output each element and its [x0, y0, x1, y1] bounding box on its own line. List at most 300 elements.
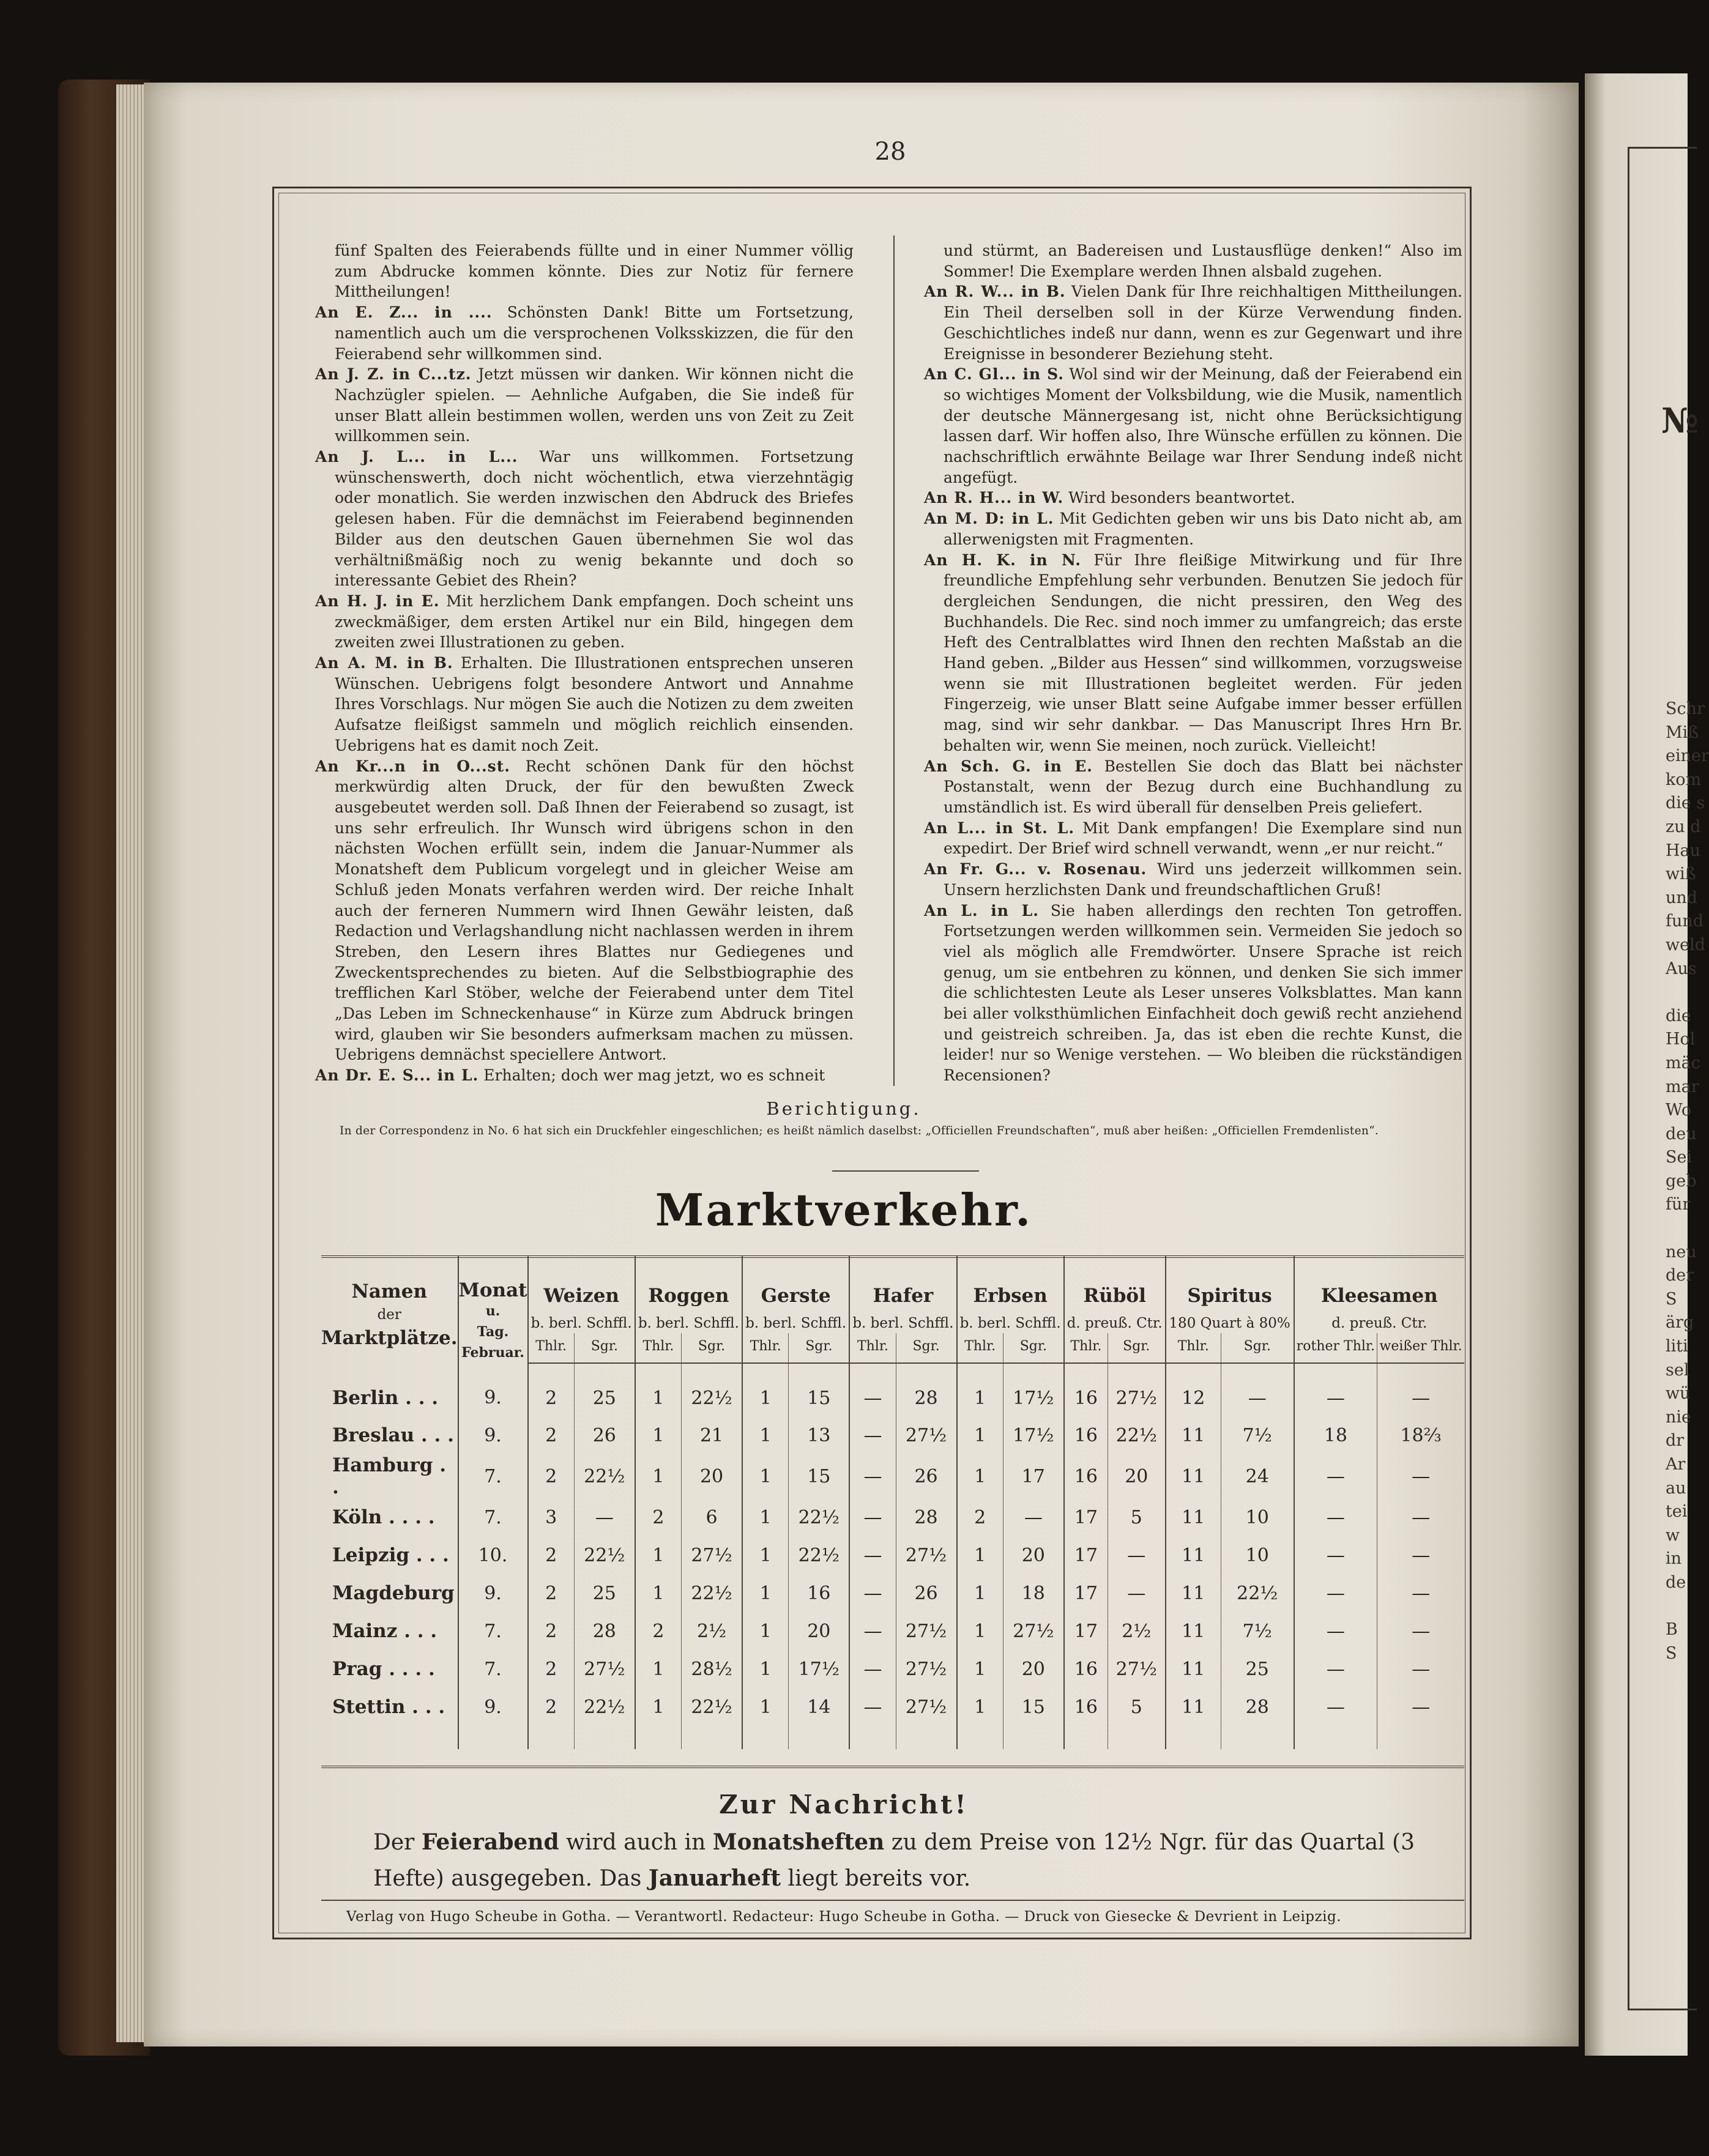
facing-page-line — [1666, 1595, 1690, 1619]
entry-text: Schönsten Dank! Bitte um Fortsetzung, namentlich auch um die versprochenen Volksskizzen, die für den Feierabend sehr willkommen sind. — [335, 303, 854, 363]
facing-page-line: die — [1666, 1006, 1691, 1025]
col-header-commodity: Weizen — [528, 1255, 635, 1312]
col-header-unit: d. preuß. Ctr. — [1294, 1312, 1464, 1333]
cell-price: 1 — [957, 1536, 1003, 1574]
col-header-place-line2: der — [377, 1307, 401, 1323]
cell-price: 17 — [1064, 1498, 1108, 1536]
cell-price: 22½ — [1221, 1574, 1294, 1612]
col-header-commodity: Roggen — [635, 1255, 742, 1312]
notice-emphasis-monatshefte: Monatsheften — [712, 1829, 885, 1855]
cell-price: 24 — [1221, 1454, 1294, 1498]
correspondence-entry — [924, 859, 1462, 900]
cell-price: 2 — [635, 1612, 682, 1650]
facing-page-line: der — [1666, 1266, 1694, 1285]
facing-page-line: liti — [1666, 1337, 1688, 1356]
cell-day: 9. — [458, 1363, 528, 1416]
cell-price: 22½ — [1108, 1416, 1166, 1454]
cell-price: 16 — [789, 1574, 849, 1612]
cell-price: 20 — [1003, 1536, 1063, 1574]
facing-page-line — [1666, 981, 1690, 1005]
entry-addressee: An Kr...n in O...st. — [315, 757, 511, 775]
facing-page-line: mäc — [1666, 1053, 1700, 1072]
facing-page-line: fund — [1666, 912, 1704, 931]
cell-price: 18⅔ — [1377, 1416, 1464, 1454]
correspondence-entry — [315, 447, 854, 591]
entry-addressee: An M. D: in L. — [924, 510, 1054, 528]
entry-text: Jetzt müssen wir danken. Wir können nicht die Nachzügler spielen. — Aehnliche Aufgaben, die Sie indeß für unser Blatt allein bestimmen wollen, werden uns von Zeit zu Zeit willkommen sein. — [335, 365, 854, 445]
entry-text: Recht schönen Dank für den höchst merkwürdig alten Druck, der für den bewußten Zweck ausgebeutet werden soll. Daß Ihnen der Feierabend so zusagt, ist uns sehr erfreulich. Ihr Wunsch wird übrigens schon in den nächsten Wochen erfüllt sein, indem die Januar-Nummer als Monatsheft dem Publicum vorgelegt und in gleicher Weise am Schluß jeden Monats verfahren werden wird. Der reiche Inhalt auch der ferneren Nummern wird Ihnen Gewähr leisten, daß Redaction und Verlagshandlung nicht nachlassen werden in ihrem Streben, den Lesern ihres Blattes nur Gediegenes und Zweckentsprechendes zu bieten. Auf die Selbstbiographie des trefflichen Karl Stöber, welche der Feierabend unter dem Titel „Das Leben im Schneckenhause“ in Kürze zum Abdruck bringen wird, glauben wir Sie besonders aufmerksam machen zu müssen. Uebrigens demnächst speciellere Antwort. — [335, 757, 854, 1064]
cell-day: 7. — [458, 1454, 528, 1498]
correspondence-entry — [315, 653, 854, 756]
entry-addressee: An E. Z... in .... — [315, 303, 493, 322]
entry-addressee: An L. in L. — [924, 901, 1039, 920]
entry-addressee: An Fr. G... v. Rosenau. — [924, 860, 1147, 879]
col-header-month-line1: Monat — [458, 1279, 527, 1301]
cell-price: 13 — [789, 1416, 849, 1454]
correspondence-entry — [315, 302, 854, 364]
correspondence-entry — [315, 240, 854, 302]
facing-page-line: sel — [1666, 1360, 1689, 1380]
entry-text: Erhalten. Die Illustrationen entsprechen unseren Wünschen. Uebrigens folgt besondere Antwort und Annahme Ihres Vorschlags. Nur mögen Sie auch die Notizen zu dem zweiten Aufsatze fleißigst sammeln und möglich reichlich einsenden. Uebrigens hat es damit noch Zeit. — [335, 654, 854, 754]
cell-price: 17½ — [1003, 1416, 1063, 1454]
facing-page-line: wiß — [1666, 864, 1696, 884]
cell-price: 26 — [896, 1574, 956, 1612]
cell-price: 22½ — [789, 1498, 849, 1536]
notice-emphasis-januarheft: Januarheft — [648, 1865, 781, 1891]
correspondence-column-left — [315, 240, 854, 1086]
facing-page-line: weld — [1666, 935, 1706, 954]
imprint-rule — [321, 1900, 1464, 1901]
facing-page-line: Schr — [1666, 699, 1705, 718]
cell-price: 2½ — [1108, 1612, 1166, 1650]
col-header-currency: Sgr. — [1003, 1333, 1063, 1363]
cell-price: 15 — [1003, 1688, 1063, 1749]
col-header-month-line4: Februar. — [461, 1345, 524, 1361]
cell-day: 7. — [458, 1612, 528, 1650]
entry-text: Mit Dank empfangen! Die Exemplare sind nun expedirt. Der Brief wird schnell verwandt, wenn „er nur reicht.“ — [944, 819, 1462, 858]
facing-page-line: S — [1666, 1289, 1677, 1309]
cell-price: 15 — [789, 1363, 849, 1416]
table-row — [321, 1536, 1464, 1574]
cell-price: 7½ — [1221, 1612, 1294, 1650]
cell-price: 2 — [528, 1416, 575, 1454]
cell-day: 7. — [458, 1650, 528, 1688]
cell-price: 27½ — [1003, 1612, 1063, 1650]
table-row — [321, 1650, 1464, 1688]
cell-price: 12 — [1166, 1363, 1221, 1416]
col-header-currency: Thlr. — [635, 1333, 682, 1363]
cell-price: — — [1294, 1363, 1377, 1416]
cell-price: 1 — [635, 1454, 682, 1498]
cell-price: 11 — [1166, 1536, 1221, 1574]
table-row — [321, 1416, 1464, 1454]
col-header-month — [458, 1255, 528, 1363]
facing-page-line: kom — [1666, 770, 1702, 789]
facing-page-line: Sei — [1666, 1148, 1692, 1167]
correspondence-entry — [924, 364, 1462, 488]
correction-text: In der Correspondenz in No. 6 hat sich ein Druckfehler eingeschlichen; es heißt nämlich daselbst: „Officiellen Freundschaften“, muß aber heißen: „Officiellen Fremdenlisten“. — [340, 1124, 1379, 1137]
entry-addressee: An R. W... in B. — [924, 283, 1066, 301]
correspondence-entry — [924, 901, 1462, 1086]
cell-price: 1 — [742, 1454, 789, 1498]
cell-price: 5 — [1108, 1688, 1166, 1749]
cell-price: 14 — [789, 1688, 849, 1749]
col-header-currency: Sgr. — [1221, 1333, 1294, 1363]
cell-price: — — [1294, 1454, 1377, 1498]
facing-page-line: die s — [1666, 794, 1705, 813]
facing-page-line: S — [1666, 1643, 1677, 1663]
facing-page-line: Ar — [1666, 1455, 1686, 1474]
facing-page-line: und — [1666, 888, 1698, 907]
notice-text — [373, 1824, 1469, 1897]
correspondence-entry — [315, 591, 854, 653]
facing-page-line: nie — [1666, 1407, 1692, 1427]
table-row — [321, 1363, 1464, 1416]
correspondence-column-right — [924, 240, 1462, 1086]
cell-price: 22½ — [574, 1688, 635, 1749]
entry-text: und stürmt, an Badereisen und Lustausflüge denken!“ Also im Sommer! Die Exemplare werden Ihnen alsbald zugehen. — [944, 242, 1462, 280]
cell-price: — — [849, 1454, 896, 1498]
cell-city: Prag . . . . — [332, 1658, 435, 1680]
col-header-currency: Sgr. — [789, 1333, 849, 1363]
cell-price: 1 — [635, 1650, 682, 1688]
cell-price: 17 — [1064, 1612, 1108, 1650]
facing-page-line: Hol — [1666, 1030, 1696, 1049]
imprint: Verlag von Hugo Scheube in Gotha. — Verantwortl. Redacteur: Hugo Scheube in Gotha. — Druck von Giesecke & Devrient in Leipzig. — [346, 1909, 1342, 1925]
facing-page-line: B — [1666, 1620, 1678, 1640]
cell-price: — — [1377, 1454, 1464, 1498]
entry-text: War uns willkommen. Fortsetzung wünschenswerth, doch nicht wöchentlich, etwa vierzehntägig oder monatlich. Sie werden inzwischen den Abdruck des Briefes gelesen haben. Für die demnächst im Feierabend beginnenden Bilder aus den deutschen Gauen übernehmen Sie wol das verhältnißmäßig noch zu wenig bekannte und doch so interessante Gebiet des Rhein? — [335, 448, 854, 590]
facing-page-text-fragments — [1666, 697, 1709, 1665]
col-header-unit: b. berl. Schffl. — [742, 1312, 849, 1333]
cell-price: 11 — [1166, 1688, 1221, 1749]
cell-price: 11 — [1166, 1612, 1221, 1650]
cell-price: 28 — [896, 1363, 956, 1416]
cell-price: 2½ — [682, 1612, 742, 1650]
cell-city: Magdeburg — [332, 1582, 455, 1604]
cell-price: 27½ — [896, 1416, 956, 1454]
cell-price: 26 — [574, 1416, 635, 1454]
cell-price: 1 — [742, 1363, 789, 1416]
facing-page-line: in — [1666, 1549, 1682, 1569]
col-header-unit: d. preuß. Ctr. — [1064, 1312, 1166, 1333]
cell-price: — — [1108, 1574, 1166, 1612]
correspondence-entry — [924, 488, 1462, 508]
cell-price: 22½ — [789, 1536, 849, 1574]
facing-page-line: Miß — [1666, 723, 1699, 742]
cell-price: 11 — [1166, 1454, 1221, 1498]
correspondence-entry — [924, 240, 1462, 281]
cell-day: 9. — [458, 1574, 528, 1612]
cell-price: 25 — [1221, 1650, 1294, 1688]
cell-city: Köln . . . . — [332, 1506, 435, 1528]
cell-price: 27½ — [574, 1650, 635, 1688]
correspondence-entry — [315, 756, 854, 1066]
table-row — [321, 1574, 1464, 1612]
facing-page-line: mar — [1666, 1077, 1699, 1096]
entry-text: Erhalten; doch wer mag jetzt, wo es schneit — [483, 1066, 825, 1085]
cell-price: — — [1377, 1498, 1464, 1536]
col-header-month-line3: Tag. — [477, 1324, 509, 1340]
correspondence-entry — [924, 508, 1462, 549]
cell-price: 27½ — [682, 1536, 742, 1574]
cell-price: 28 — [1221, 1688, 1294, 1749]
cell-price: 27½ — [896, 1650, 956, 1688]
entry-text: Für Ihre fleißige Mitwirkung und für Ihre freundliche Empfehlung sehr verbunden. Benutzen Sie jedoch für dergleichen Sendungen, die nicht pressiren, den Weg des Buchhandels. Die Rec. sind noch immer zu umfangreich; das erste Heft des Centralblattes wird Ihnen den rechten Maßstab an die Hand geben. „Bilder aus Hessen“ sind willkommen, vorzugsweise wenn sie mit Illustrationen begleitet werden. Für jeden Fingerzeig, wie unser Blatt seine Aufgabe immer besser erfüllen mag, sind wir sehr dankbar. — Das Manuscript Ihres Hrn Br. behalten wir, wenn Sie meinen, noch zurück. Vielleicht! — [944, 551, 1462, 754]
cell-price: 22½ — [682, 1363, 742, 1416]
cell-price: 16 — [1064, 1454, 1108, 1498]
entry-text: Vielen Dank für Ihre reichhaltigen Mittheilungen. Ein Theil derselben soll in der Kürze Verwendung finden. Geschichtliches indeß nur dann, wenn es zur Gegenwart und ihre Ereignisse in besonderer Beziehung steht. — [944, 283, 1463, 363]
cell-price: 10 — [1221, 1498, 1294, 1536]
cell-price: — — [1221, 1363, 1294, 1416]
cell-price: 15 — [789, 1454, 849, 1498]
cell-price: 16 — [1064, 1416, 1108, 1454]
col-header-currency: Thlr. — [528, 1333, 575, 1363]
cell-price: 17 — [1003, 1454, 1063, 1498]
cell-price: — — [1294, 1650, 1377, 1688]
cell-price: 2 — [528, 1363, 575, 1416]
col-header-commodity: Spiritus — [1166, 1255, 1294, 1312]
entry-text: Mit Gedichten geben wir uns bis Dato nicht ab, am allerwenigsten mit Fragmenten. — [944, 510, 1462, 548]
table-bottom-rule — [321, 1766, 1464, 1768]
cell-price: 2 — [528, 1574, 575, 1612]
correction-title: Berichtigung. — [766, 1098, 922, 1119]
cell-price: 20 — [682, 1454, 742, 1498]
entry-addressee: An Sch. G. in E. — [924, 757, 1093, 775]
cell-price: 11 — [1166, 1416, 1221, 1454]
entry-addressee: An R. H... in W. — [924, 489, 1064, 507]
cell-price: 17 — [1064, 1574, 1108, 1612]
cell-price: — — [1003, 1498, 1063, 1536]
cell-price: — — [849, 1612, 896, 1650]
cell-price: — — [849, 1536, 896, 1574]
correspondence-entry — [924, 756, 1462, 818]
col-header-currency: Sgr. — [1108, 1333, 1166, 1363]
cell-price: 2 — [957, 1498, 1003, 1536]
cell-price: 1 — [635, 1363, 682, 1416]
col-header-place-line1: Namen — [351, 1281, 427, 1303]
cell-price: 20 — [1108, 1454, 1166, 1498]
cell-price: 11 — [1166, 1498, 1221, 1536]
col-header-currency: Sgr. — [574, 1333, 635, 1363]
col-header-unit: b. berl. Schffl. — [528, 1312, 635, 1333]
cell-price: 1 — [742, 1650, 789, 1688]
correspondence-entry — [924, 818, 1462, 859]
cell-price: 18 — [1003, 1574, 1063, 1612]
entry-addressee: An H. J. in E. — [315, 592, 440, 610]
cell-price: 7½ — [1221, 1416, 1294, 1454]
cell-price: 11 — [1166, 1650, 1221, 1688]
cell-price: 2 — [528, 1454, 575, 1498]
notice-text-part: Der — [373, 1830, 415, 1855]
col-header-unit: b. berl. Schffl. — [635, 1312, 742, 1333]
notice-title: Zur Nachricht! — [719, 1790, 969, 1820]
cell-day: 9. — [458, 1416, 528, 1454]
market-price-table — [321, 1255, 1464, 1749]
cell-price: 1 — [957, 1454, 1003, 1498]
col-header-unit: b. berl. Schffl. — [957, 1312, 1064, 1333]
cell-price: 1 — [957, 1416, 1003, 1454]
cell-price: 3 — [528, 1498, 575, 1536]
entry-text: Wird uns jederzeit willkommen sein. Unsern herzlichsten Dank und freundschaftlichen Gruß! — [944, 860, 1463, 899]
facing-page-line: ärg — [1666, 1313, 1694, 1333]
col-header-currency: Thlr. — [957, 1333, 1003, 1363]
cell-price: 27½ — [1108, 1650, 1166, 1688]
cell-price: 22½ — [574, 1536, 635, 1574]
cell-price: 1 — [742, 1612, 789, 1650]
cell-price: 1 — [957, 1363, 1003, 1416]
cell-price: — — [1377, 1574, 1464, 1612]
cell-price: — — [849, 1498, 896, 1536]
col-header-commodity: Kleesamen — [1294, 1255, 1464, 1312]
facing-page-line: neu — [1666, 1242, 1697, 1262]
cell-price: — — [849, 1688, 896, 1749]
section-rule — [832, 1170, 979, 1172]
facing-page-line: geb — [1666, 1171, 1697, 1191]
col-header-commodity: Gerste — [742, 1255, 849, 1312]
cell-price: 2 — [528, 1612, 575, 1650]
cell-price: 11 — [1166, 1574, 1221, 1612]
col-header-place-line3: Marktplätze. — [321, 1327, 458, 1349]
cell-price: — — [849, 1650, 896, 1688]
cell-price: 1 — [742, 1498, 789, 1536]
entry-text: Wird besonders beantwortet. — [1068, 489, 1295, 507]
col-header-unit: b. berl. Schffl. — [849, 1312, 956, 1333]
cell-price: — — [1377, 1536, 1464, 1574]
cell-price: 2 — [528, 1688, 575, 1749]
cell-price: 17 — [1064, 1536, 1108, 1574]
cell-price: 25 — [574, 1574, 635, 1612]
cell-price: 1 — [742, 1574, 789, 1612]
col-header-currency: weißer Thlr. — [1377, 1333, 1464, 1363]
cell-price: 22½ — [682, 1688, 742, 1749]
cell-price: 18 — [1294, 1416, 1377, 1454]
entry-text: Mit herzlichem Dank empfangen. Doch scheint uns zweckmäßiger, dem ersten Artikel nur ein Bild, hingegen dem zweiten zwei Illustrationen zu geben. — [335, 592, 854, 652]
cell-city: Leipzig . . . — [332, 1544, 449, 1566]
column-divider — [893, 236, 895, 1086]
correspondence-entry — [924, 281, 1462, 364]
notice-text-part: liegt bereits vor. — [787, 1866, 971, 1891]
cell-day: 7. — [458, 1498, 528, 1536]
cell-price: 1 — [957, 1688, 1003, 1749]
cell-price: 1 — [635, 1688, 682, 1749]
entry-addressee: An H. K. in N. — [924, 551, 1081, 569]
facing-page-line: zu d — [1666, 817, 1701, 836]
cell-price: 28 — [896, 1498, 956, 1536]
entry-addressee: An J. L... in L... — [315, 448, 518, 466]
cell-price: 21 — [682, 1416, 742, 1454]
cell-price: 2 — [528, 1536, 575, 1574]
cell-price: 1 — [742, 1416, 789, 1454]
entry-addressee: An J. Z. in C...tz. — [315, 365, 472, 384]
cell-price: — — [1377, 1363, 1464, 1416]
col-header-commodity: Rüböl — [1064, 1255, 1166, 1312]
cell-price: — — [1377, 1688, 1464, 1749]
facing-page-line: Wo — [1666, 1101, 1692, 1120]
cell-price: — — [1377, 1650, 1464, 1688]
col-header-commodity: Erbsen — [957, 1255, 1064, 1312]
col-header-currency: Sgr. — [896, 1333, 956, 1363]
cell-price: 28 — [574, 1612, 635, 1650]
facing-page-line: wü — [1666, 1384, 1691, 1403]
correspondence-entry — [924, 550, 1462, 756]
entry-addressee: An Dr. E. S... in L. — [315, 1066, 479, 1085]
cell-price: 27½ — [896, 1612, 956, 1650]
table-row — [321, 1454, 1464, 1498]
market-title: Marktverkehr. — [655, 1184, 1033, 1236]
cell-price: — — [1377, 1612, 1464, 1650]
cell-price: 1 — [742, 1688, 789, 1749]
facing-page-line: tei — [1666, 1502, 1688, 1522]
cell-price: — — [1108, 1536, 1166, 1574]
col-header-currency: Thlr. — [1166, 1333, 1221, 1363]
cell-price: — — [849, 1416, 896, 1454]
cell-price: 1 — [635, 1574, 682, 1612]
cell-price: 27½ — [896, 1688, 956, 1749]
cell-price: 25 — [574, 1363, 635, 1416]
cell-day: 9. — [458, 1688, 528, 1749]
entry-text: Sie haben allerdings den rechten Ton getroffen. Fortsetzungen werden willkommen sein. Vermeiden Sie jedoch so viel als möglich alle Fremdwörter. Unsere Sprache ist reich genug, um sie entbehren zu können, und denken Sie sich immer die schlichtesten Leute als Leser unseres Volksblattes. Man kann bei aller volksthümlichen Einfachheit doch gewiß recht anziehend und geistreich schreiben. Ja, das ist eben die rechte Kunst, die leider! nur so Wenige verstehen. — Wo bleiben die rückständigen Recensionen? — [944, 901, 1463, 1085]
cell-price: 27½ — [1108, 1363, 1166, 1416]
cell-price: — — [1294, 1498, 1377, 1536]
notice-emphasis-feierabend: Feierabend — [421, 1829, 559, 1855]
cell-price: 17½ — [789, 1650, 849, 1688]
cell-price: 1 — [635, 1416, 682, 1454]
facing-page-line: au — [1666, 1478, 1686, 1498]
entry-addressee: An A. M. in B. — [315, 654, 453, 672]
cell-price: 6 — [682, 1498, 742, 1536]
cell-price: 22½ — [574, 1454, 635, 1498]
cell-price: 1 — [957, 1574, 1003, 1612]
cell-price: 5 — [1108, 1498, 1166, 1536]
entry-addressee: An C. Gl... in S. — [924, 365, 1065, 384]
col-header-month-line2: u. — [485, 1303, 501, 1319]
cell-price: 28½ — [682, 1650, 742, 1688]
cell-city: Breslau . . . — [332, 1424, 454, 1446]
cell-price: 16 — [1064, 1363, 1108, 1416]
cell-price: — — [1294, 1612, 1377, 1650]
cell-price: 16 — [1064, 1650, 1108, 1688]
facing-page-line: einer — [1666, 746, 1709, 766]
cell-price: 1 — [957, 1650, 1003, 1688]
cell-price: 22½ — [682, 1574, 742, 1612]
cell-city: Berlin . . . — [332, 1386, 439, 1409]
facing-page-line: Hau — [1666, 841, 1701, 860]
cell-price: — — [849, 1574, 896, 1612]
cell-price: 1 — [742, 1536, 789, 1574]
cell-price: — — [574, 1498, 635, 1536]
correspondence-entry — [315, 1065, 854, 1086]
cell-price: 2 — [635, 1498, 682, 1536]
col-header-commodity: Hafer — [849, 1255, 956, 1312]
table-row — [321, 1498, 1464, 1536]
col-header-currency: Sgr. — [682, 1333, 742, 1363]
entry-text: Wol sind wir der Meinung, daß der Feierabend ein so wichtiges Moment der Volksbildung, wie die Musik, namentlich der deutsche Männergesang ist, nicht ohne Berücksichtigung lassen darf. Wir hoffen also, Ihre Wünsche erfüllen zu können. Die nachschriftlich erwähnte Beilage war Ihrer Sendung indeß nicht angefügt. — [944, 365, 1462, 486]
col-header-currency: Thlr. — [1064, 1333, 1108, 1363]
page-number: 28 — [874, 138, 906, 166]
cell-day: 10. — [458, 1536, 528, 1574]
cell-price: 27½ — [896, 1536, 956, 1574]
facing-page-line: w — [1666, 1525, 1680, 1545]
cell-price: — — [1294, 1536, 1377, 1574]
notice-text-part: wird auch in — [566, 1830, 706, 1855]
facing-page-line: dr — [1666, 1431, 1685, 1451]
col-header-currency: Thlr. — [742, 1333, 789, 1363]
cell-price: 26 — [896, 1454, 956, 1498]
cell-price: 16 — [1064, 1688, 1108, 1749]
entry-text: Bestellen Sie doch das Blatt bei nächster Postanstalt, wenn der Bezug durch eine Buchhandlung zu umständlich ist. Es wird überall für denselben Preis geliefert. — [944, 757, 1462, 816]
correspondence-entry — [315, 364, 854, 447]
